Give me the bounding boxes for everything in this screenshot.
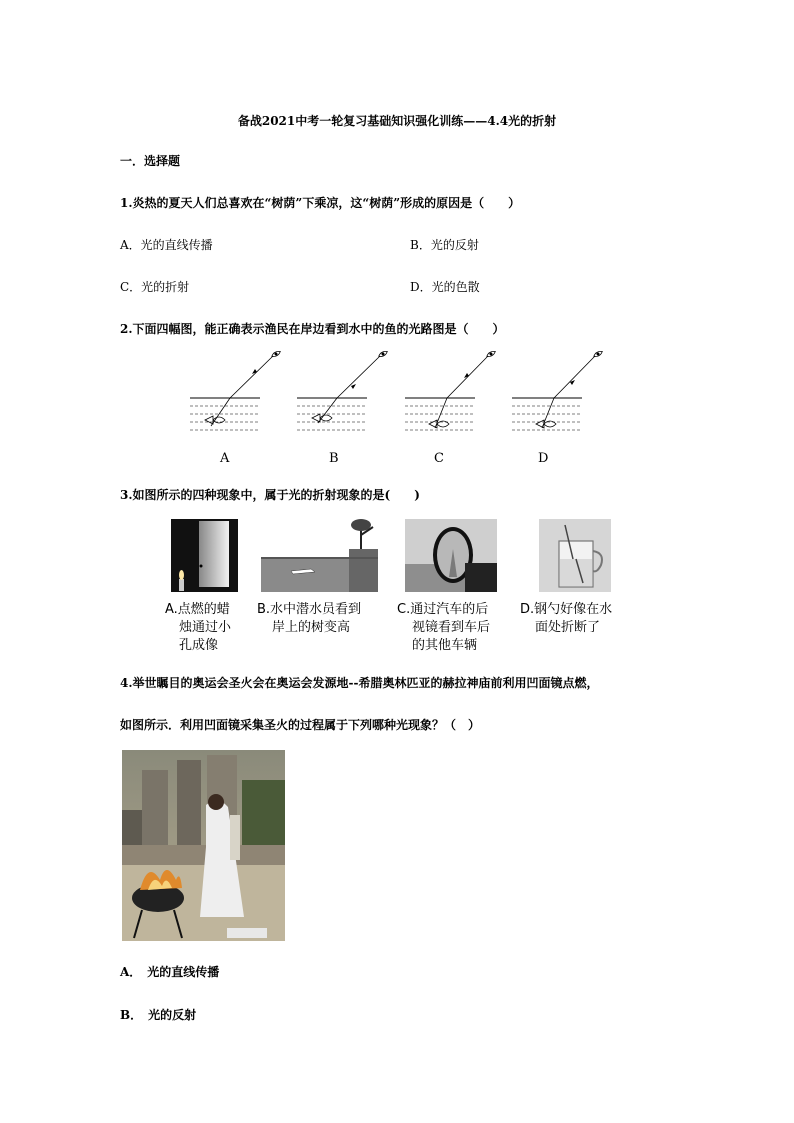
rear-mirror-photo: [405, 519, 497, 592]
caption-d-line-2: 面处折断了: [535, 620, 601, 635]
question-1-stem: 1.炎热的夏天人们总喜欢在“树荫”下乘凉，这“树荫”形成的原因是（ ）: [120, 196, 521, 210]
spoon-water-photo: [539, 519, 611, 592]
caption-a-line-1: A.点燃的蜡: [165, 602, 230, 617]
question-1-option-c[interactable]: C．光的折射: [120, 280, 190, 294]
caption-a[interactable]: [165, 601, 231, 655]
diagram-d: [512, 350, 603, 430]
caption-d-line-1: D.钢勺好像在水: [520, 602, 613, 617]
diagram-label-a[interactable]: A: [220, 451, 230, 466]
diagram-b: [297, 350, 388, 430]
question-1-option-d[interactable]: D．光的色散: [410, 280, 480, 294]
question-4-option-b[interactable]: B． 光的反射: [120, 1008, 197, 1022]
diagram-c: [405, 350, 496, 430]
olympic-flame-photo: [122, 750, 285, 941]
caption-b-line-1: B.水中潜水员看到: [257, 602, 362, 617]
diver-tree-photo: [261, 519, 378, 592]
question-1-option-a[interactable]: A．光的直线传播: [120, 238, 213, 252]
section-heading: 一．选择题: [120, 154, 181, 168]
candle-pinhole-photo: [171, 519, 238, 592]
question-3-stem: 3.如图所示的四种现象中，属于光的折射现象的是( ): [120, 488, 420, 502]
diagram-label-c[interactable]: C: [434, 451, 444, 466]
caption-a-line-3: 孔成像: [179, 638, 219, 653]
caption-b-line-2: 岸上的树变高: [272, 620, 351, 635]
diagram-label-b[interactable]: B: [329, 451, 339, 466]
caption-c-line-2: 视镜看到车后: [412, 620, 491, 635]
caption-c-line-1: C.通过汽车的后: [397, 602, 489, 617]
question-4-option-a[interactable]: A． 光的直线传播: [120, 965, 220, 979]
question-1-option-b[interactable]: B．光的反射: [410, 238, 479, 252]
light-path-diagrams: [185, 348, 625, 443]
caption-a-line-2: 烛通过小: [179, 620, 232, 635]
diagram-label-d[interactable]: D: [538, 451, 549, 466]
question-4-stem-line-1: 4.举世瞩目的奥运会圣火会在奥运会发源地--希腊奥林匹亚的赫拉神庙前利用凹面镜点燃，: [120, 676, 599, 690]
caption-b[interactable]: [257, 601, 361, 637]
question-2-stem: 2.下面四幅图，能正确表示渔民在岸边看到水中的鱼的光路图是（ ）: [120, 322, 505, 336]
caption-c[interactable]: [397, 601, 490, 655]
diagram-a: [190, 350, 281, 430]
caption-d[interactable]: [520, 601, 612, 637]
page-title: 备战2021中考一轮复习基础知识强化训练——4.4光的折射: [237, 114, 557, 128]
question-4-stem-line-2: 如图所示．利用凹面镜采集圣火的过程属于下列哪种光现象？（ ）: [120, 718, 481, 732]
caption-c-line-3: 的其他车辆: [412, 638, 478, 653]
